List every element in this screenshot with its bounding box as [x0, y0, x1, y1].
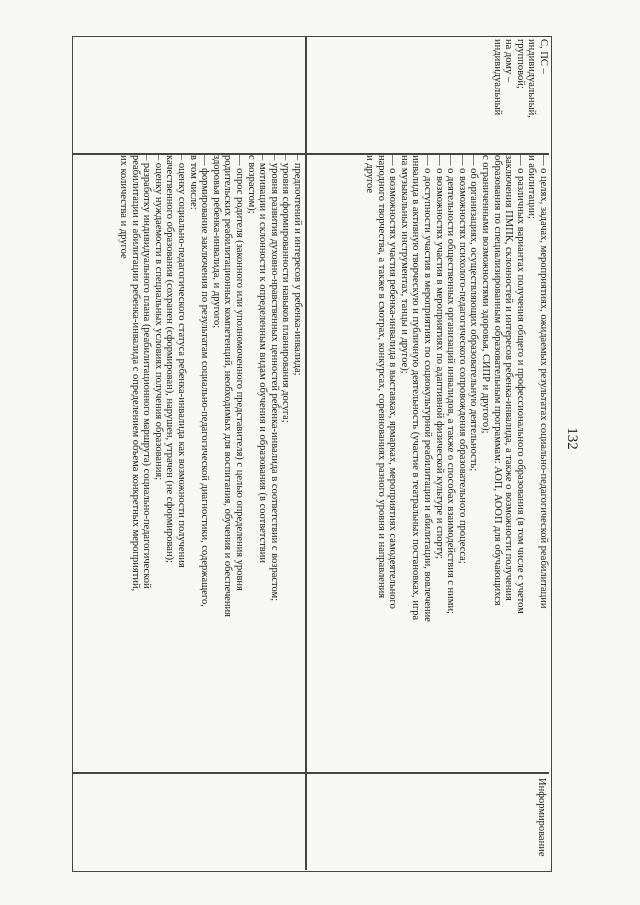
row2-content-line: народного творчества, а также в смотрах, конкурсах, соревнованиях разного уровня и направления	[375, 155, 387, 599]
row1-content-line: в том числе:	[187, 155, 199, 210]
row2-content-line: — об организациях, осуществляющих образовательную деятельность;	[468, 155, 480, 472]
row1-content-line: с возрастом);	[245, 155, 257, 214]
row1-content-line: — формирование заключения по результатам социально-педагогической диагностики, содержащего,	[199, 155, 211, 607]
row2-content-line: — о возможностях участия в мероприятиях по адаптивной физической культуре и спорту;	[433, 155, 445, 560]
row1-content-line: – оценку социально-педагогического статуса ребенка-инвалида как возможности получения	[176, 155, 188, 568]
row2-content-line: — о деятельности общественных организаций инвалидов, а также о способах взаимодействия с ними;	[445, 155, 457, 614]
row2-content-line: — о различных вариантах получения общего и профессионального образования (в том числе с учетом	[514, 155, 526, 614]
row2-form-cell	[307, 39, 549, 151]
row2-form-line: индивидуальный	[491, 39, 503, 116]
row2-content-line: образования по специализированным образовательным программам: АОП, АООП для обучающихся	[491, 155, 503, 606]
row2-content-line: с ограниченными возможностями здоровья, СИПР и другого);	[480, 155, 492, 434]
row2-head-label: Информирование	[536, 778, 547, 857]
row2-content-line: — о доступности участия в мероприятиях по социокультурной реабилитации и абилитации, вовлечение	[422, 155, 434, 622]
row2-content-line: — о возможностях психолого-педагогического сопровождения образовательного процесса;	[456, 155, 468, 564]
row1-content-line: родительских реабилитационных компетенций, необходимых для воспитания, обучения и обеспечения	[222, 155, 234, 617]
row2-form-line: С, ПС –	[538, 39, 549, 74]
row1-content-line: качественного образования (сохранен (сформирован), нарушен, утрачен (не сформирован);	[164, 155, 176, 563]
row2-content-line: инвалида в активную творческую и публичную деятельность (участие в театральных постановках, игра	[410, 155, 422, 621]
row1-content-cell	[75, 155, 303, 770]
row1-content-line: – уровня развития духовно-нравственных ценностей ребенка-инвалида в соответствии с возрастом;	[268, 155, 280, 602]
row2-content-line: — о целях, задачах, мероприятиях, ожидаемых результатах социально-педагогической реабилитации	[538, 155, 549, 609]
row1-content-line: – оценку нуждаемости в специальных условиях получения образования;	[152, 155, 164, 481]
row2-content-cell	[307, 155, 549, 770]
row1-content-line: реабилитации и абилитации ребенка-инвалида с определением объема конкретных мероприятий,	[129, 155, 141, 592]
row2-content-line: заключения ПМПК, склонностей и интересов ребенка-инвалида, а также о возможности получения	[503, 155, 515, 601]
row1-content-line: – мотивации и склонности к определенным видам обучения и образования (в соответствии	[257, 155, 269, 563]
row2-content-line: и другое	[364, 155, 376, 194]
row1-content-line: – уровня сформированности навыков планирования досуга;	[280, 155, 292, 423]
row2-content-line: на музыкальных инструментах, танцы и другое);	[398, 155, 410, 374]
row1-content-line: здоровья ребенка-инвалида, и другого;	[210, 155, 222, 329]
row2-form-line: индивидуальный,	[526, 39, 538, 118]
row2-head-cell	[307, 774, 549, 870]
row1-content-line: – предпочтений и интересов у ребенка-инвалида;	[292, 155, 303, 376]
row2-content-line: — о возможностях участия ребенка-инвалида в выставках, ярмарках, мероприятиях самодеятельного	[387, 155, 399, 609]
services-table	[72, 36, 552, 872]
row1-content-line: их количества и другое	[118, 155, 130, 259]
row1-content-line: – разработку индивидуального плана (реабилитационного маршрута) социально-педагогической	[141, 155, 153, 589]
row2-form-line: на дому –	[503, 39, 515, 83]
row2-form-line: групповой;	[514, 39, 526, 89]
page-number: 132	[563, 427, 580, 450]
row2-content-line: и абилитации;	[526, 155, 538, 219]
row1-content-line: — опрос родителя (законного или уполномоченного представителя) с целью определения уровня	[234, 155, 246, 591]
